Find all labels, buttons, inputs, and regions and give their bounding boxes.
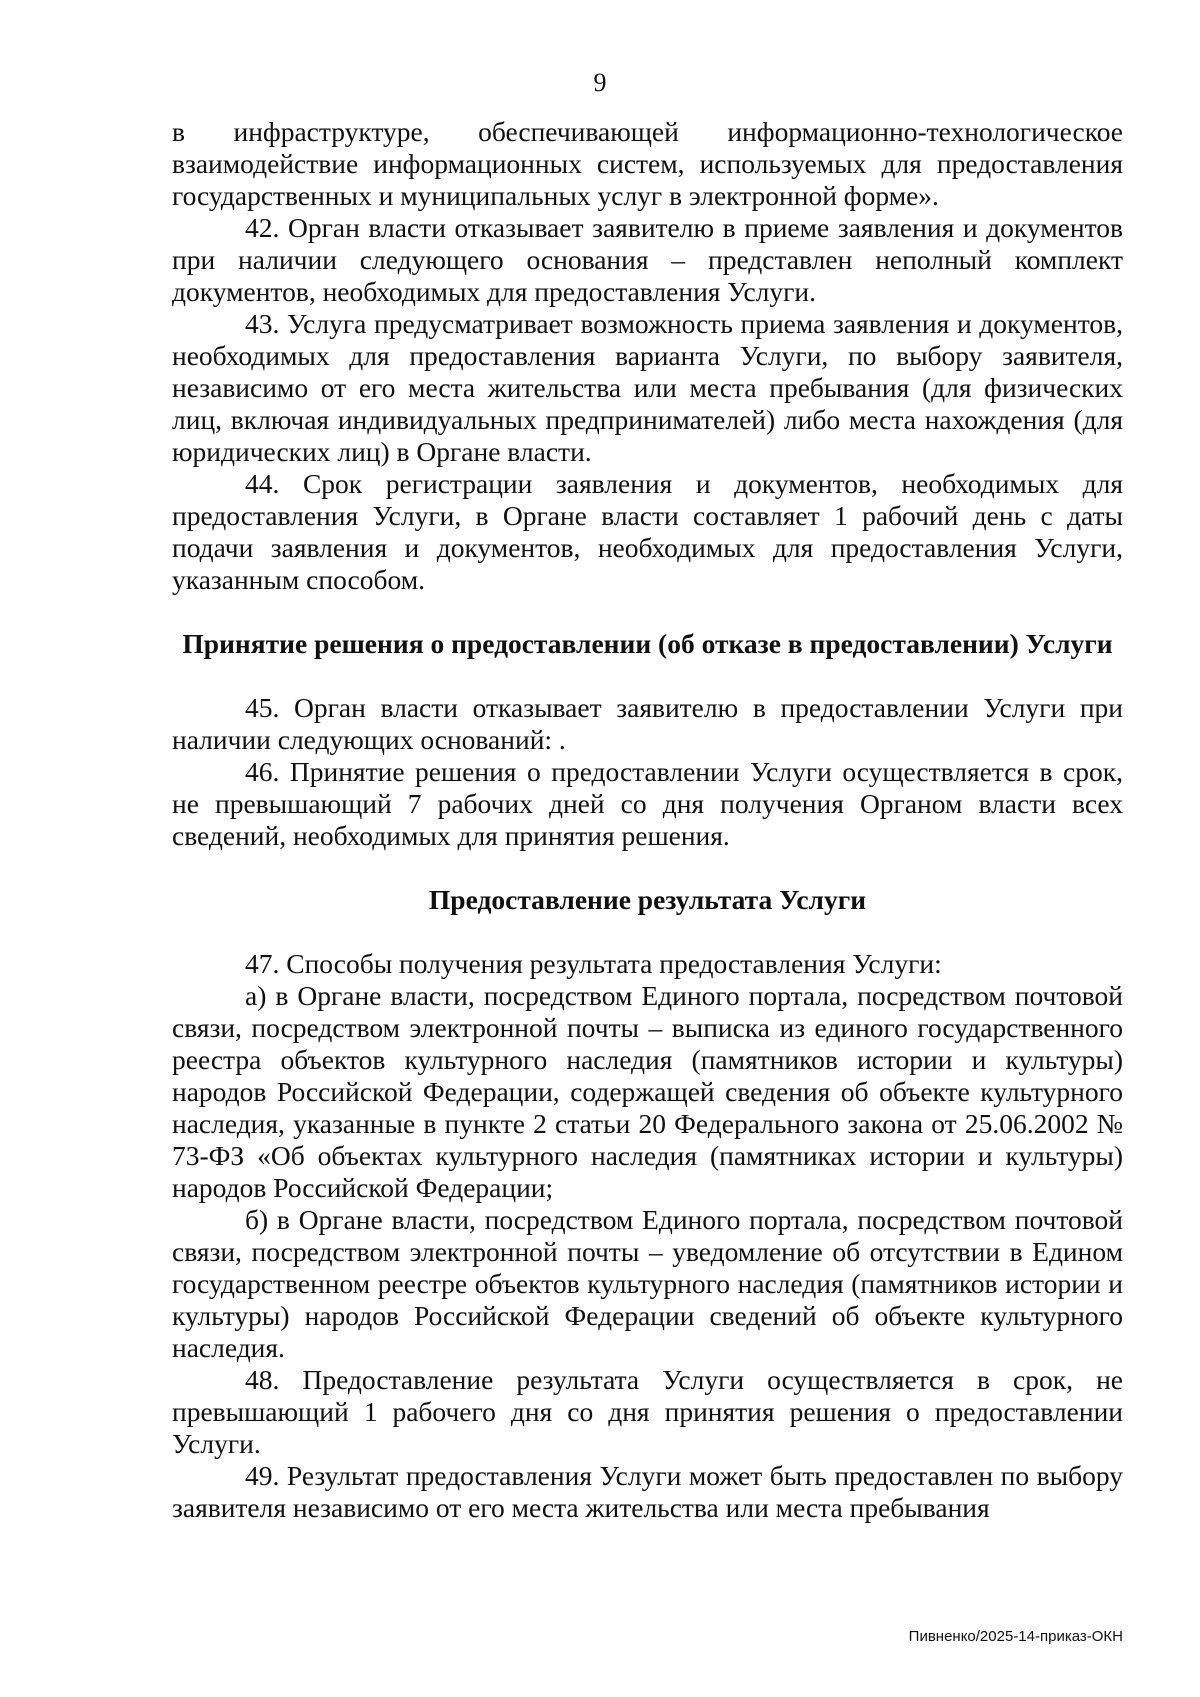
paragraph-continuation: в инфраструктуре, обеспечивающей информационно-технологическое взаимодействие информационных систем, используемых для предоставления государственных и муниципальных услуг в электронной форме».	[172, 116, 1123, 211]
paragraph-47-a: а) в Органе власти, посредством Единого портала, посредством почтовой связи, посредством электронной почты – выписка из единого государственного реестра объектов культурного наследия (памятников истории и культуры) народов Российской Федерации, содержащей сведения об объекте культурного наследия, указанные в пункте 2 статьи 20 Федерального закона от 25.06.2002 № 73-ФЗ «Об объектах культурного наследия (памятниках истории и культуры) народов Российской Федерации;	[172, 980, 1123, 1203]
section-heading-decision: Принятие решения о предоставлении (об отказе в предоставлении) Услуги	[182, 628, 1113, 659]
paragraph-47: 47. Способы получения результата предоставления Услуги:	[245, 948, 942, 979]
paragraph-43: 43. Услуга предусматривает возможность приема заявления и документов, необходимых для предоставления варианта Услуги, по выбору заявителя, независимо от его места жительства или места пребывания (для физических лиц, включая индивидуальных предпринимателей) либо места нахождения (для юридических лиц) в Органе власти.	[172, 308, 1123, 467]
section-heading-result: Предоставление результата Услуги	[428, 884, 867, 915]
paragraph-44: 44. Срок регистрации заявления и документов, необходимых для предоставления Услуги, в Органе власти составляет 1 рабочий день с даты подачи заявления и документов, необходимых для предоставления Услуги, указанным способом.	[172, 468, 1123, 595]
paragraph-45: 45. Орган власти отказывает заявителю в предоставлении Услуги при наличии следующих оснований: .	[172, 692, 1123, 755]
document-body	[172, 116, 1123, 1524]
paragraph-46: 46. Принятие решения о предоставлении Услуги осуществляется в срок, не превышающий 7 рабочих дней со дня получения Органом власти всех сведений, необходимых для принятия решения.	[172, 756, 1123, 851]
paragraph-49: 49. Результат предоставления Услуги может быть предоставлен по выбору заявителя независимо от его места жительства или места пребывания	[172, 1460, 1123, 1523]
document-footer-code: Пивненко/2025-14-приказ-ОКН	[908, 1628, 1123, 1645]
page-number: 9	[593, 68, 607, 97]
paragraph-42: 42. Орган власти отказывает заявителю в приеме заявления и документов при наличии следующего основания – представлен неполный комплект документов, необходимых для предоставления Услуги.	[172, 212, 1123, 307]
paragraph-47-b: б) в Органе власти, посредством Единого портала, посредством почтовой связи, посредством электронной почты – уведомление об отсутствии в Едином государственном реестре объектов культурного наследия (памятников истории и культуры) народов Российской Федерации сведений об объекте культурного наследия.	[172, 1204, 1123, 1363]
paragraph-48: 48. Предоставление результата Услуги осуществляется в срок, не превышающий 1 рабочего дня со дня принятия решения о предоставлении Услуги.	[172, 1364, 1123, 1459]
